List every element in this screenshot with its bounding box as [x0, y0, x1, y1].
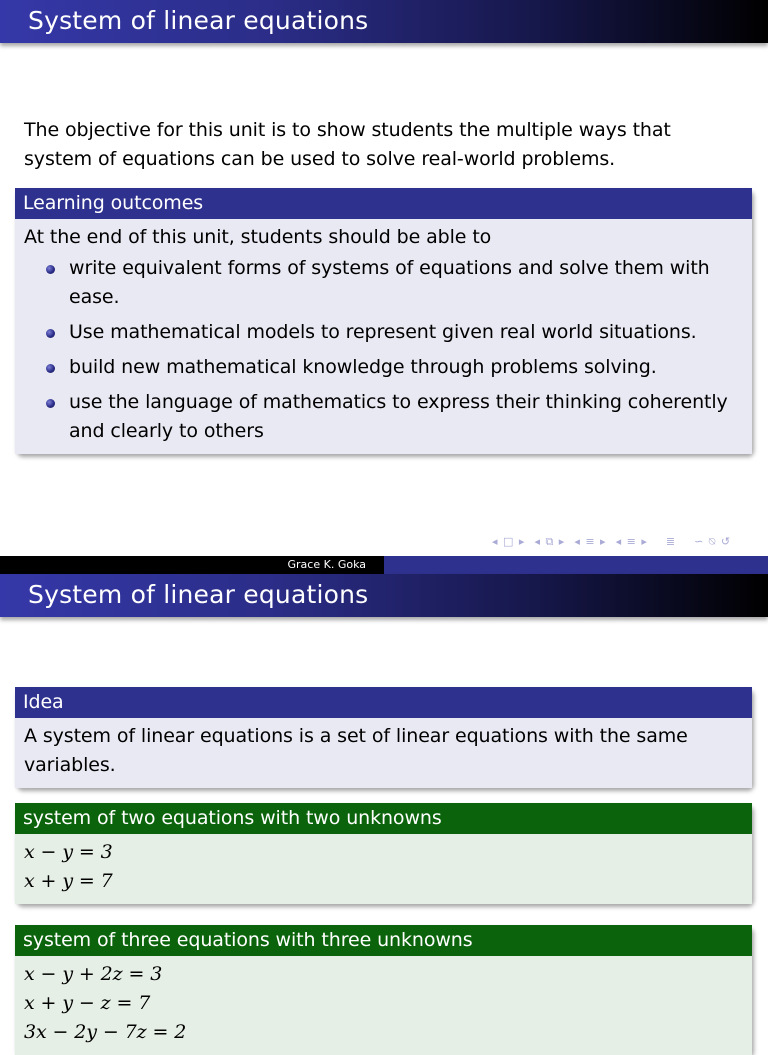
- list-item: [24, 318, 743, 347]
- bullet-icon: [46, 364, 55, 373]
- footer-author: Grace K. Goka: [287, 558, 366, 571]
- list-item-text: use the language of mathematics to express their thinking coherently and clearly to others: [69, 391, 728, 442]
- block-body: [15, 834, 752, 904]
- list-item-text: write equivalent forms of systems of equations and solve them with ease.: [69, 257, 710, 308]
- equation-line: 3x − 2y − 7z = 2: [24, 1021, 187, 1043]
- list-item-text: Use mathematical models to represent given real world situations.: [69, 321, 697, 343]
- footer-bar: [0, 556, 768, 574]
- objective-paragraph: The objective for this unit is to show students the multiple ways that system of equations can be used to solve real-world problems.: [24, 119, 671, 170]
- list-item: [24, 388, 743, 446]
- block-body: [15, 956, 752, 1055]
- block-header: system of two equations with two unknowns: [15, 803, 752, 834]
- nav-search-icon[interactable]: ∽ ⍉ ↺: [694, 535, 732, 548]
- idea-block: [15, 687, 752, 788]
- learning-outcomes-block: [15, 188, 752, 454]
- navigation-symbols: [492, 535, 764, 551]
- nav-first-icon[interactable]: ◂ □ ▸: [492, 535, 526, 548]
- list-item: [24, 353, 743, 382]
- block-header: Learning outcomes: [15, 188, 752, 219]
- frame-title: System of linear equations: [28, 580, 369, 609]
- footer-author-section: [0, 556, 384, 574]
- three-equations-block: [15, 925, 752, 1055]
- block-body: A system of linear equations is a set of linear equations with the same variables.: [15, 718, 752, 788]
- frame-title-bar: [0, 574, 768, 617]
- equation-line: x − y = 3: [24, 841, 113, 863]
- block-header: system of three equations with three unknowns: [15, 925, 752, 956]
- equation-line: x − y + 2z = 3: [24, 963, 163, 985]
- slide-2: [0, 574, 768, 1043]
- bullet-icon: [46, 329, 55, 338]
- block-lead-text: At the end of this unit, students should be able to: [24, 226, 492, 248]
- block-body: [15, 219, 752, 454]
- block-header: Idea: [15, 687, 752, 718]
- nav-subsection-icon[interactable]: ◂ ≡ ▸: [615, 535, 648, 548]
- list-item: [24, 254, 743, 312]
- frame-title: System of linear equations: [28, 6, 369, 35]
- nav-list-icon[interactable]: ≣: [665, 535, 677, 548]
- outcomes-list: [24, 254, 743, 446]
- nav-frame-icon[interactable]: ◂ ⧉ ▸: [534, 535, 566, 548]
- equation-line: x + y − z = 7: [24, 992, 151, 1014]
- equation-line: x + y = 7: [24, 870, 113, 892]
- bullet-icon: [46, 265, 55, 274]
- bullet-icon: [46, 399, 55, 408]
- footer-title-section: [384, 556, 768, 574]
- nav-section-icon[interactable]: ◂ ≡ ▸: [574, 535, 607, 548]
- list-item-text: build new mathematical knowledge through problems solving.: [69, 356, 657, 378]
- frame-title-bar: [0, 0, 768, 43]
- two-equations-block: [15, 803, 752, 904]
